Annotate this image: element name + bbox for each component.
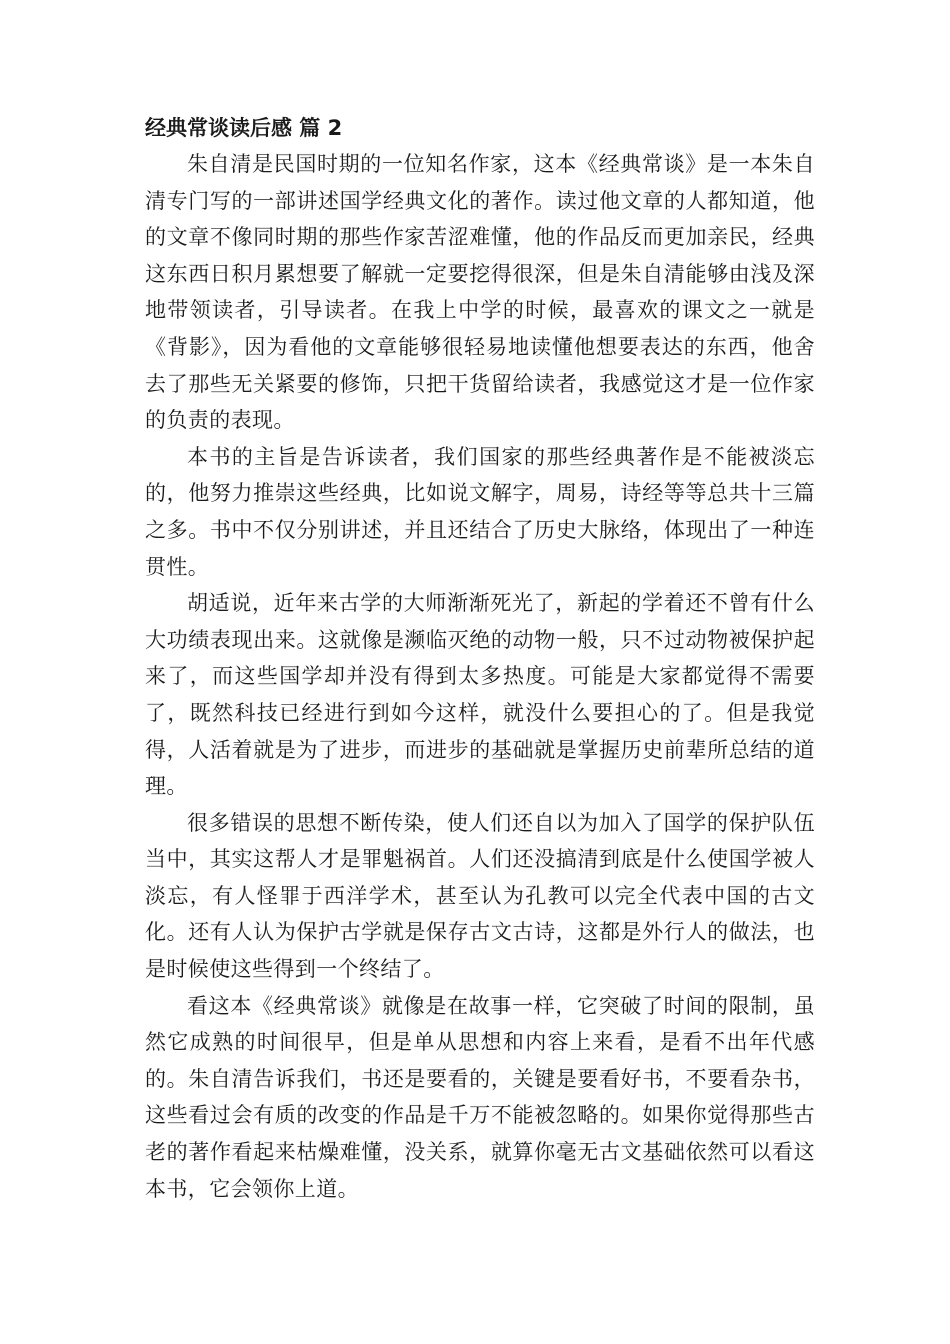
document-body [145, 110, 815, 1207]
paragraph-1: 朱自清是民国时期的一位知名作家，这本《经典常谈》是一本朱自清专门写的一部讲述国学经典文化的著作。读过他文章的人都知道，他的文章不像同时期的那些作家苦涩难懂，他的作品反而更加亲民，经典这东西日积月累想要了解就一定要挖得很深，但是朱自清能够由浅及深地带领读者，引导读者。在我上中学的时候，最喜欢的课文之一就是《背影》，因为看他的文章能够很轻易地读懂他想要表达的东西，他舍去了那些无关紧要的修饰，只把干货留给读者，我感觉这才是一位作家的负责的表现。 [145, 152, 815, 433]
paragraph-3: 胡适说，近年来古学的大师渐渐死光了，新起的学着还不曾有什么大功绩表现出来。这就像是濒临灭绝的动物一般，只不过动物被保护起来了，而这些国学却并没有得到太多热度。可能是大家都觉得不需要了，既然科技已经进行到如今这样，就没什么要担心的了。但是我觉得，人活着就是为了进步，而进步的基础就是掌握历史前辈所总结的道理。 [145, 591, 815, 799]
paragraph-5: 看这本《经典常谈》就像是在故事一样，它突破了时间的限制，虽然它成熟的时间很早，但是单从思想和内容上来看，是看不出年代感的。朱自清告诉我们，书还是要看的，关键是要看好书，不要看杂书，这些看过会有质的改变的作品是千万不能被忽略的。如果你觉得那些古老的著作看起来枯燥难懂，没关系，就算你毫无古文基础依然可以看这本书，它会领你上道。 [145, 993, 815, 1201]
paragraph-4: 很多错误的思想不断传染，使人们还自以为加入了国学的保护队伍当中，其实这帮人才是罪魁祸首。人们还没搞清到底是什么使国学被人淡忘，有人怪罪于西洋学术，甚至认为孔教可以完全代表中国的古文化。还有人认为保护古学就是保存古文古诗，这都是外行人的做法，也是时候使这些得到一个终结了。 [145, 810, 815, 982]
paragraph-2: 本书的主旨是告诉读者，我们国家的那些经典著作是不能被淡忘的，他努力推崇这些经典，比如说文解字，周易，诗经等等总共十三篇之多。书中不仅分别讲述，并且还结合了历史大脉络，体现出了一种连贯性。 [145, 444, 815, 579]
essay-title: 经典常谈读后感 篇 2 [145, 116, 343, 140]
